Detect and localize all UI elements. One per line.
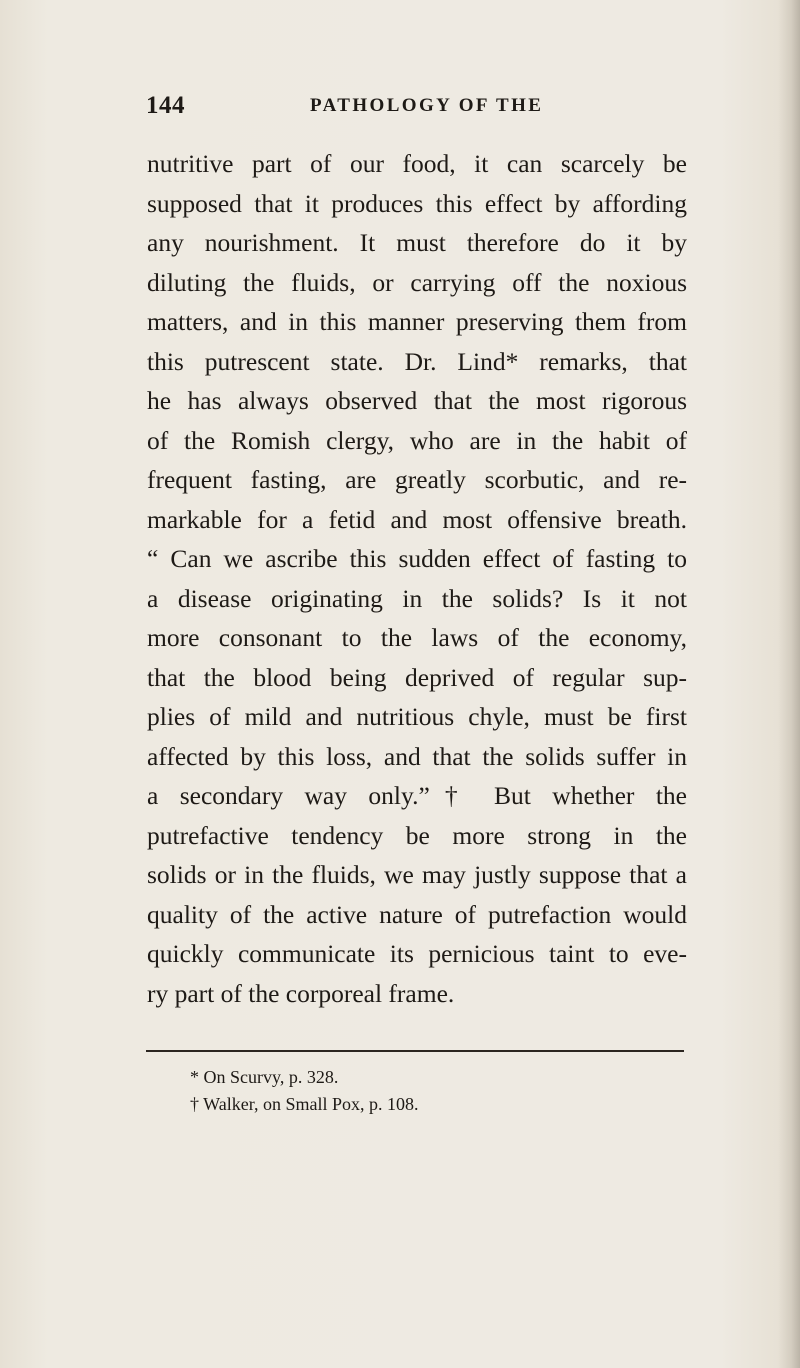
text-line: affected by this loss, and that the solids suffer in <box>147 741 687 771</box>
text-line: solids or in the fluids, we may justly suppose that a <box>147 860 687 889</box>
running-head: PATHOLOGY OF THE <box>310 95 544 116</box>
text-line: markable for a fetid and most offensive breath. <box>147 504 687 534</box>
text-line: a disease originating in the solids? Is it not <box>147 583 687 613</box>
footnote-rule <box>146 1050 684 1052</box>
text-line: more consonant to the laws of the economy, <box>147 623 687 652</box>
text-line: nutritive part of our food, it can scarcely be <box>147 149 687 178</box>
body-text <box>147 144 687 1013</box>
text-line: putrefactive tendency be more strong in the <box>147 820 687 850</box>
footnote-lind: * On Scurvy, p. 328. <box>190 1067 339 1087</box>
page-number: 144 <box>146 92 185 119</box>
text-line: quickly communicate its pernicious taint to eve- <box>147 939 687 968</box>
page-edge-shadow <box>778 0 800 1368</box>
text-line: a secondary way only.”† But whether the <box>147 781 687 810</box>
footnotes <box>190 1064 650 1118</box>
page-header <box>146 92 686 126</box>
text-line: of the Romish clergy, who are in the habit of <box>147 425 687 455</box>
text-line: he has always observed that the most rigorous <box>147 386 687 415</box>
text-line: “ Can we ascribe this sudden effect of fasting to <box>147 544 687 573</box>
text-line: this putrescent state. Dr. Lind* remarks, that <box>147 346 687 376</box>
text-line: quality of the active nature of putrefaction would <box>147 899 687 929</box>
text-line: frequent fasting, are greatly scorbutic, and re- <box>147 465 687 494</box>
text-line: supposed that it produces this effect by affording <box>147 188 687 218</box>
text-line: diluting the fluids, or carrying off the noxious <box>147 267 687 297</box>
text-line: matters, and in this manner preserving them from <box>147 307 687 336</box>
text-line: that the blood being deprived of regular sup- <box>147 662 687 692</box>
text-line: any nourishment. It must therefore do it by <box>147 228 687 257</box>
text-line: plies of mild and nutritious chyle, must be first <box>147 702 687 731</box>
footnote-walker: † Walker, on Small Pox, p. 108. <box>190 1094 419 1114</box>
text-line-last: ry part of the corporeal frame. <box>147 978 455 1008</box>
